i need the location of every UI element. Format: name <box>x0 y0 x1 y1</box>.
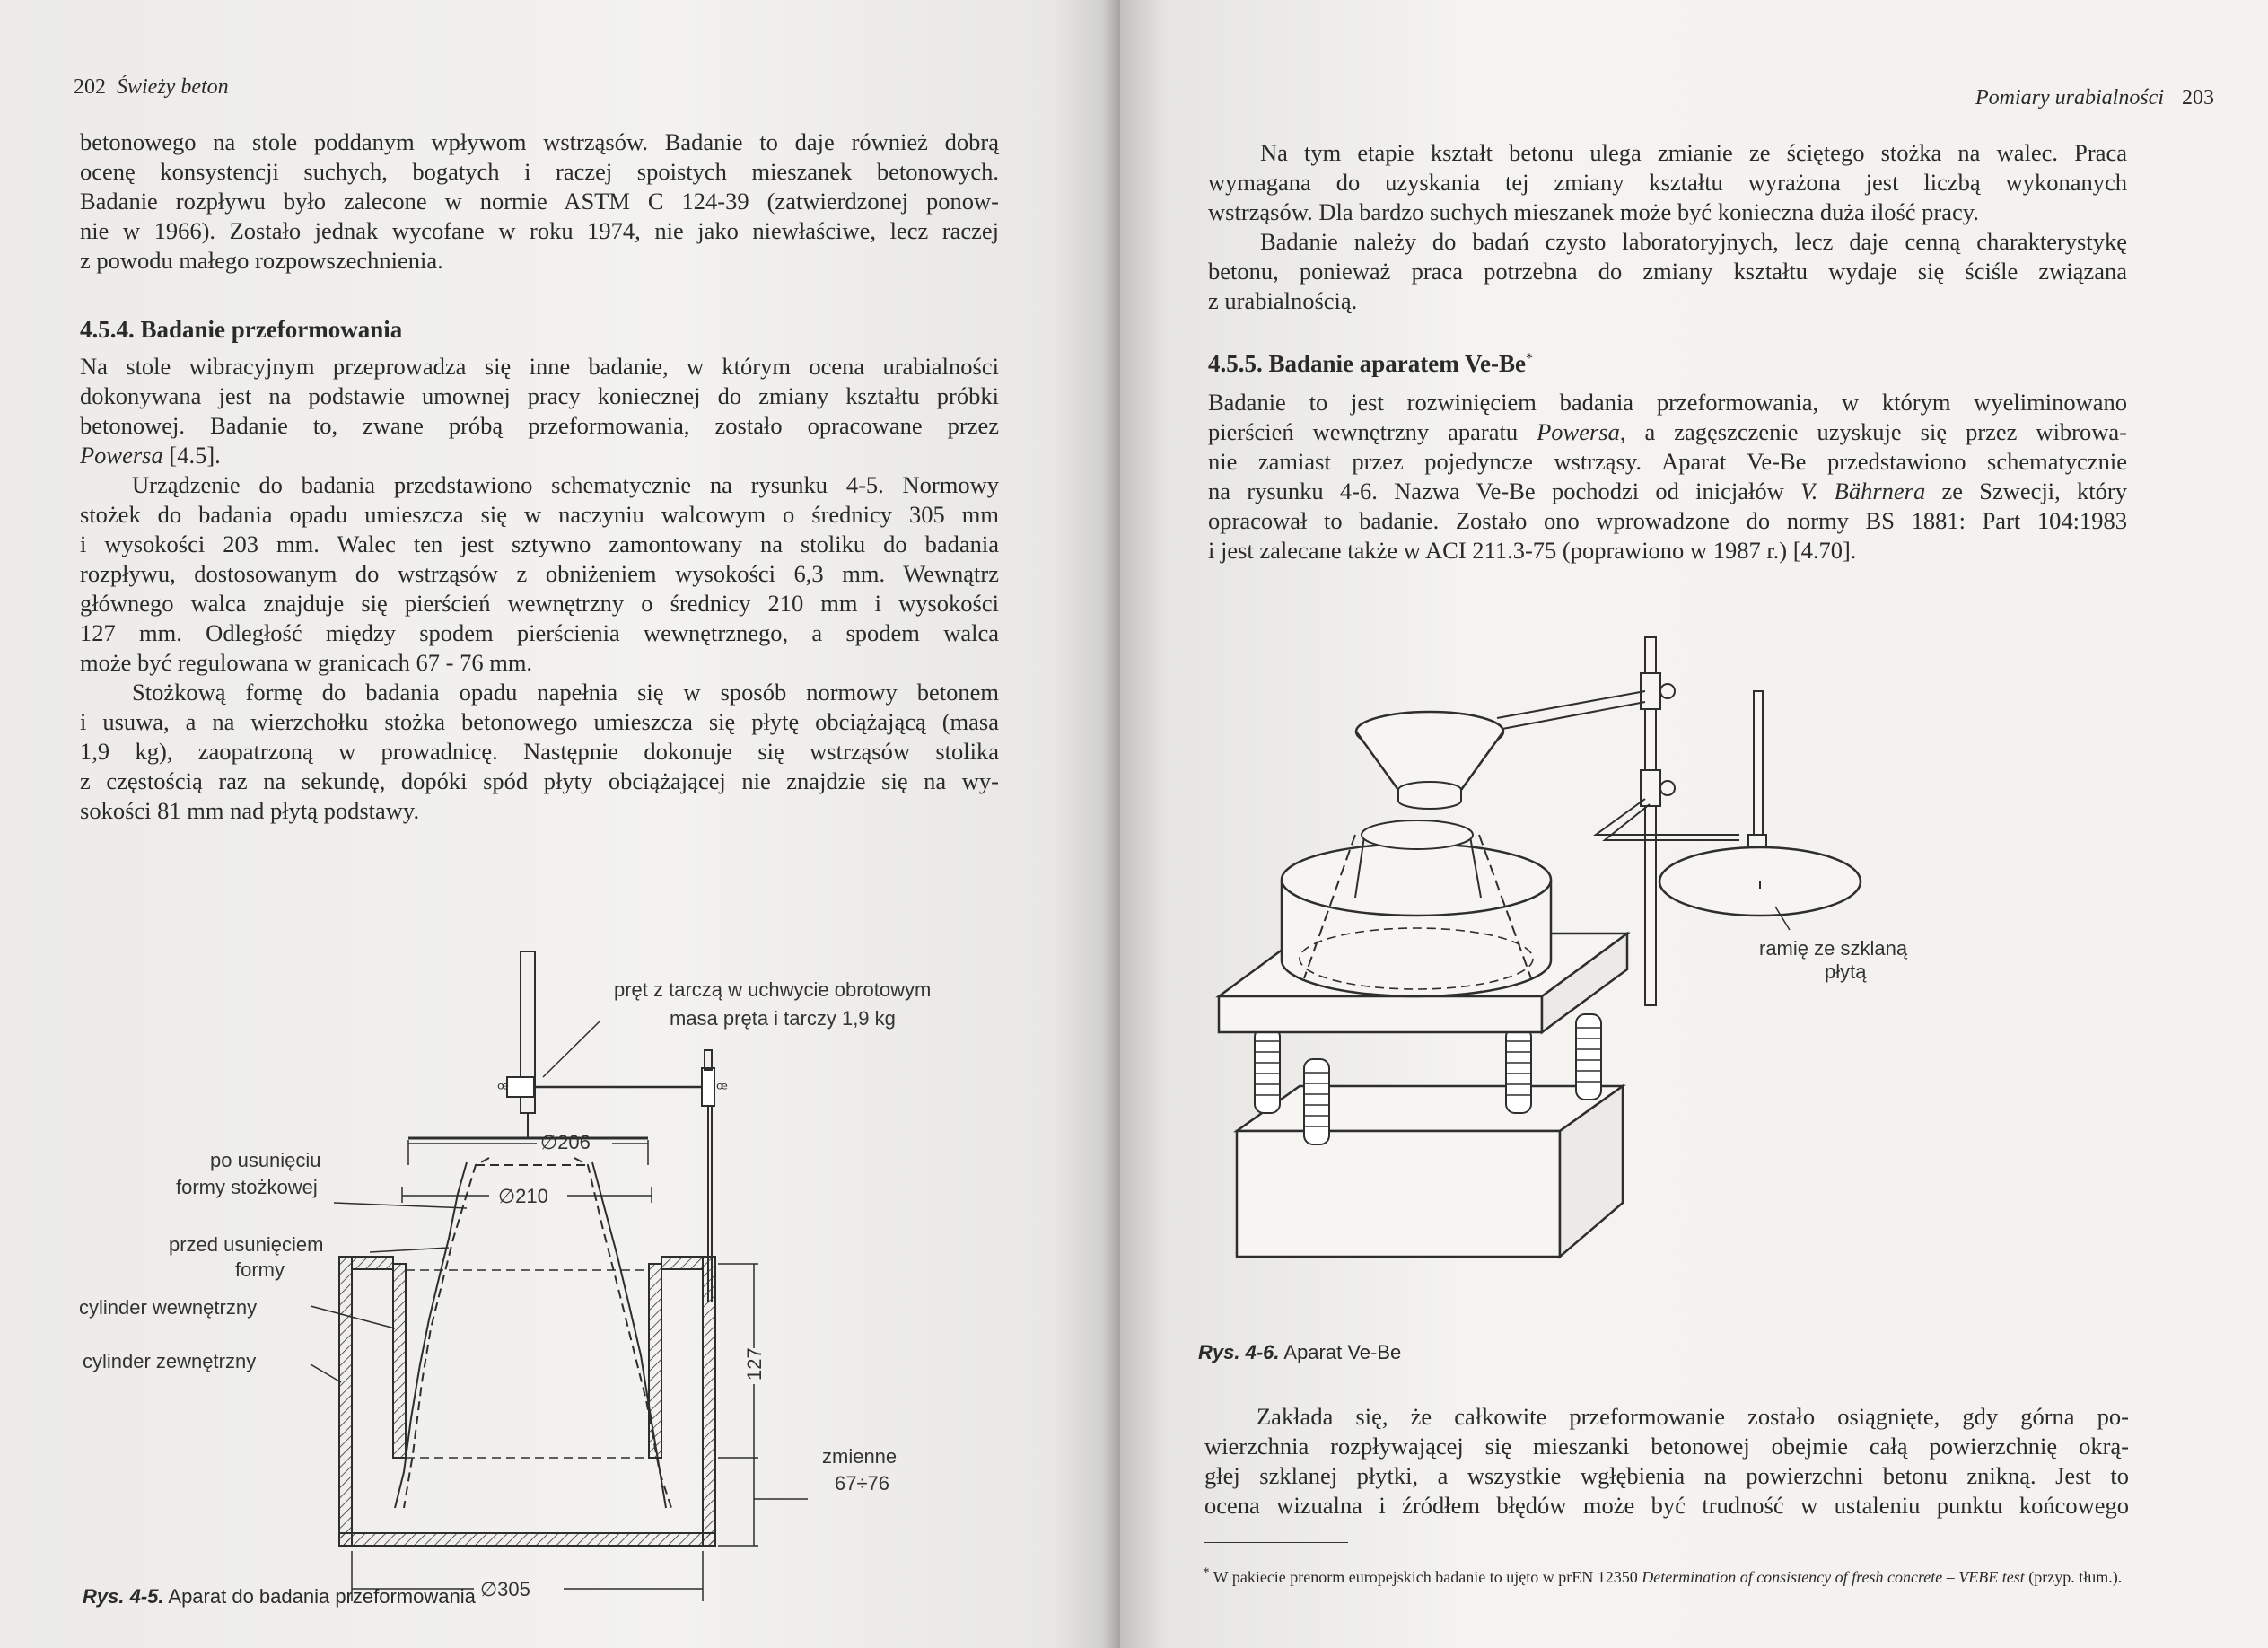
footnote-title: Determination of consistency of fresh concrete – VEBE test <box>1642 1568 2025 1586</box>
right-running-title: Pomiary urabialności <box>1975 86 2164 110</box>
left-page-number: 202 <box>74 75 106 99</box>
author-name: V. Bährnera <box>1800 478 1926 504</box>
text-line: i jest zalecane także w ACI 211.3-75 (poprawiono w 1987 r.) [4.70]. <box>1208 537 1857 564</box>
text-line: może być regulowana w granicach 67 - 76 mm. <box>80 649 533 676</box>
text-line: wierzchnia rozpływającej się mieszanki betonowej obejmie całą powierzchnię okrą- <box>1204 1433 2129 1460</box>
text-span: ze Szwecji, który <box>1925 478 2127 504</box>
caption-label: Rys. 4-6. <box>1198 1341 1280 1363</box>
label-arm-2: płytą <box>1825 960 1867 983</box>
footnote-text-end: (przyp. tłum.). <box>2024 1568 2123 1586</box>
text-line: dokonywana jest na podstawie umownej pracy koniecznej do zmiany kształtu próbki <box>80 382 999 409</box>
text-span: , a zagęszczenie uzyskuje się przez wibrowa- <box>1619 418 2127 445</box>
rod <box>521 951 535 1138</box>
text-line: Zakłada się, że całkowite przeformowanie zostało osiągnięte, gdy górna po- <box>1257 1403 2129 1430</box>
figure-4-5-diagram <box>0 934 1059 1616</box>
text-line: nie w 1966). Zostało jednak wycofane w roku 1974, nie jako niewłaściwe, lecz raczej <box>80 217 999 244</box>
dim-206-label: ∅206 <box>540 1131 591 1153</box>
left-paragraph-1 <box>80 127 999 276</box>
right-page-number: 203 <box>2182 86 2214 110</box>
left-running-head <box>74 75 229 100</box>
author-name: Powersa <box>1537 418 1620 445</box>
svg-text:ꟹ: ꟹ <box>716 1078 728 1100</box>
dim-305-label: ∅305 <box>480 1578 530 1600</box>
footnote <box>1203 1562 2127 1588</box>
text-line: i usuwa, a na wierzchołku stożka betonowego umieszcza się płytę obciążającą (masa <box>80 708 999 735</box>
text-line: Badanie rozpływu było zalecone w normie ASTM C 124-39 (zatwierdzonej ponow- <box>80 188 999 215</box>
footnote-marker: * <box>1526 351 1533 366</box>
figure-4-5-caption <box>83 1585 476 1609</box>
text-line: Badanie należy do badań czysto laboratoryjnych, lecz daje cenną charakterystykę <box>1260 228 2127 255</box>
caption-text: Aparat do badania przeformowania <box>163 1585 476 1608</box>
inner-cylinder <box>393 1264 661 1458</box>
text-line: ocenę konsystencji suchych, bogatych i raczej spoistych mieszanek betonowych. <box>80 158 999 185</box>
text-line: 127 mm. Odległość między spodem pierścienia wewnętrznego, a spodem walca <box>80 619 999 646</box>
text-line: wstrząsów. Dla bardzo suchych mieszanek może być konieczna duża ilość pracy. <box>1208 198 1979 225</box>
label-inner-cylinder: cylinder wewnętrzny <box>79 1296 258 1319</box>
text-line: z częstością raz na sekundę, dopóki spód płyty obciążającej nie znajdzie się na wy- <box>80 767 999 794</box>
text-line: wymagana do uzyskania tej zmiany kształtu wyrażona jest liczbą wykonanych <box>1208 169 2127 196</box>
svg-text:ꟹ: ꟹ <box>497 1078 509 1100</box>
text-line: Badanie to jest rozwinięciem badania przeformowania, w którym wyeliminowano <box>1208 389 2127 416</box>
text-line: opracował to badanie. Zostało ono wprowadzone do normy BS 1881: Part 104:1983 <box>1208 507 2127 534</box>
right-paragraph-2 <box>1208 227 2127 316</box>
section-heading-4-5-5 <box>1208 350 1533 378</box>
dimension-210 <box>402 1185 652 1207</box>
right-running-head <box>1975 86 2214 110</box>
label-before-removal-2: formy <box>235 1258 285 1281</box>
text-line: ocena wizualna i źródłem błędów może być trudność w ustaleniu punktu końcowego <box>1204 1492 2129 1519</box>
text-line <box>1208 417 2127 447</box>
right-page <box>1120 0 2268 1648</box>
text-line: Na stole wibracyjnym przeprowadza się inne badanie, w którym ocena urabialności <box>80 353 999 380</box>
base-block <box>1237 1086 1623 1257</box>
text-line: Stożkową formę do badania opadu napełnia się w sposób normowy betonem <box>132 679 999 706</box>
footnote-rule <box>1204 1542 1348 1543</box>
left-paragraph-2 <box>80 352 999 470</box>
text-line: sokości 81 mm nad płytą podstawy. <box>80 797 420 824</box>
text-line: z powodu małego rozpowszechnienia. <box>80 247 443 274</box>
funnel <box>1356 712 1503 809</box>
text-line: stożek do badania opadu umieszcza się w naczyniu walcowym o średnicy 305 mm <box>80 501 999 528</box>
label-arm-1: ramię ze szklaną <box>1759 937 1908 960</box>
section-heading-4-5-4: 4.5.4. Badanie przeformowania <box>80 316 403 343</box>
text-line: betonowej. Badanie to, zwane próbą przeformowania, zostało opracowane przez <box>80 412 999 439</box>
text-line: głównego walca znajduje się pierścień wewnętrzny o średnicy 210 mm i wysokości <box>80 590 999 617</box>
text-line: betonu, ponieważ praca potrzebna do zmiany kształtu wydaje się ściśle związana <box>1208 258 2127 285</box>
label-variable-2: 67÷76 <box>835 1472 890 1495</box>
figure-4-6-diagram <box>1120 619 2268 1355</box>
dimension-127 <box>718 1264 808 1546</box>
footnote-mark: * <box>1203 1565 1210 1580</box>
left-page <box>0 0 1120 1648</box>
right-paragraph-3 <box>1208 388 2127 565</box>
author-name: Powersa <box>80 442 163 469</box>
text-line: nie zamiast przez pojedyncze wstrząsy. Aparat Ve-Be przedstawiono schematycznie <box>1208 448 2127 475</box>
text-line: Urządzenie do badania przedstawiono schematycznie na rysunku 4-5. Normowy <box>132 471 999 498</box>
right-paragraph-4 <box>1204 1402 2129 1521</box>
slumped-concrete-outline <box>404 1158 671 1508</box>
heading-text: 4.5.5. Badanie aparatem Ve-Be <box>1208 350 1526 377</box>
dim-210-label: ∅210 <box>498 1185 548 1207</box>
dim-127-label: 127 <box>743 1347 766 1381</box>
label-variable-1: zmienne <box>822 1445 898 1468</box>
text-line: z urabialnością. <box>1208 287 1358 314</box>
label-rod-line1: pręt z tarczą w uchwycie obrotowym <box>614 978 932 1001</box>
text-line: 1,9 kg), zaopatrzoną w prowadnicę. Następnie dokonuje się wstrząsów stolika <box>80 738 999 765</box>
label-rod-line2: masa pręta i tarczy 1,9 kg <box>670 1007 896 1030</box>
label-outer-cylinder: cylinder zewnętrzny <box>83 1350 257 1372</box>
text-line <box>80 441 999 470</box>
right-paragraph-1 <box>1208 138 2127 227</box>
left-paragraph-3 <box>80 470 999 678</box>
arm-glass-plate <box>1659 691 1861 916</box>
caption-label: Rys. 4-5. <box>83 1585 164 1608</box>
left-paragraph-4 <box>80 678 999 826</box>
text-line: rozpływu, dostosowanym do wstrząsów z obniżeniem wysokości 6,3 mm. Wewnątrz <box>80 560 999 587</box>
text-line: głej szklanej płytki, a wszystkie wgłębienia na powierzchni betonu znikną. Jest to <box>1204 1462 2129 1489</box>
label-before-removal-1: przed usunięciem <box>169 1233 324 1256</box>
label-after-removal-2: formy stożkowej <box>176 1176 318 1198</box>
text-span: pierścień wewnętrzny aparatu <box>1208 418 1537 445</box>
text-span: na rysunku 4-6. Nazwa Ve-Be pochodzi od inicjałów <box>1208 478 1800 504</box>
left-running-title: Świeży beton <box>117 75 229 99</box>
label-after-removal-1: po usunięciu <box>210 1149 321 1171</box>
text-line: i wysokości 203 mm. Walec ten jest sztywno zamontowany na stoliku do badania <box>80 530 999 557</box>
figure-4-6-caption <box>1198 1341 1401 1364</box>
footnote-text: W pakiecie prenorm europejskich badanie to ujęto w prEN 12350 <box>1209 1568 1642 1586</box>
text-line: Na tym etapie kształt betonu ulega zmianie ze ściętego stożka na walec. Praca <box>1260 139 2127 166</box>
text-line <box>1208 477 2127 506</box>
reference: [4.5]. <box>162 442 221 469</box>
text-line: betonowego na stole poddanym wpływom wstrząsów. Badanie to daje również dobrą <box>80 128 999 155</box>
caption-text: Aparat Ve-Be <box>1279 1341 1402 1363</box>
